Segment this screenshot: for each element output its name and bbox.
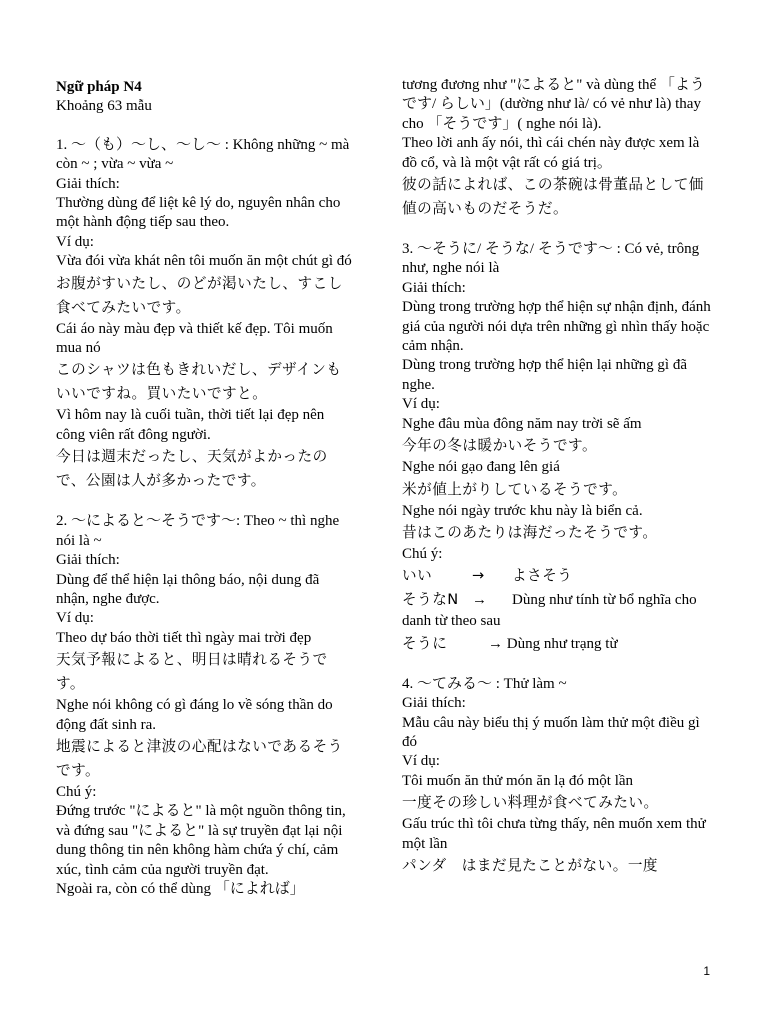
section-3-example-2-jp: 米が値上がりしているそうです。 bbox=[402, 480, 628, 498]
section-1-example-1-vi: Vừa đói vừa khát nên tôi muốn ăn một chút gì đó bbox=[56, 253, 352, 270]
section-1-example-3-vi: Vì hôm nay là cuối tuần, thời tiết lại đẹp nên công viên rất đông người. bbox=[56, 407, 325, 443]
note-1-result: よさそう bbox=[512, 567, 573, 585]
section-3-heading: 3. 〜そうに/ そうな/ そうです〜 : Có vẻ, trông như, nghe nói là bbox=[402, 241, 700, 277]
spacer bbox=[56, 117, 354, 136]
section-1-example-2-vi: Cái áo này màu đẹp và thiết kế đẹp. Tôi muốn mua nó bbox=[56, 320, 333, 357]
arrow-icon: → bbox=[472, 592, 487, 609]
section-2-note-label: Chú ý: bbox=[56, 783, 97, 800]
section-4-example-1-jp: 一度その珍しい料理が食べてみたい。 bbox=[402, 794, 659, 812]
section-3-note-3 bbox=[402, 632, 714, 656]
section-2-note-2: Ngoài ra, còn có thể dùng 「によれば」 bbox=[56, 880, 305, 897]
section-2-example-3-vi: Theo lời anh ấy nói, thì cái chén này được xem là đồ cổ, và là một vật rất có giá trị。 bbox=[402, 135, 700, 171]
section-3-explain-label: Giải thích: bbox=[402, 279, 466, 296]
section-3-example-3-vi: Nghe nói ngày trước khu này là biển cả. bbox=[402, 502, 643, 519]
section-1-example-1-jp: お腹がすいたし、のどが渇いたし、すこし食べてみたいです。 bbox=[56, 274, 343, 316]
section-2-example-1-vi: Theo dự báo thời tiết thì ngày mai trời đẹp bbox=[56, 629, 312, 646]
document-title: Ngữ pháp N4 bbox=[56, 79, 142, 95]
right-column bbox=[402, 76, 714, 878]
section-3-example-1-vi: Nghe đâu mùa đông năm nay trời sẽ ấm bbox=[402, 415, 642, 432]
section-4-example-2-vi: Gấu trúc thì tôi chưa từng thấy, nên muốn xem thử một lần bbox=[402, 816, 706, 852]
section-3-example-label: Ví dụ: bbox=[402, 396, 440, 413]
section-2-example-3-jp: 彼の話によれば、この茶碗は骨董品として価値の高いものだそうだ。 bbox=[402, 176, 704, 218]
left-column bbox=[56, 78, 354, 899]
section-4-example-label: Ví dụ: bbox=[402, 753, 440, 770]
section-2-example-label: Ví dụ: bbox=[56, 610, 94, 627]
note-2-term: そうなN bbox=[402, 591, 459, 609]
note-3-term: そうに bbox=[402, 634, 448, 652]
section-3-explain-2: Dùng trong trường hợp thể hiện lại những gì đã nghe. bbox=[402, 357, 687, 393]
section-3-example-1-jp: 今年の冬は暖かいそうです。 bbox=[402, 437, 598, 455]
section-4-example-1-vi: Tôi muốn ăn thử món ăn lạ đó một lần bbox=[402, 772, 634, 789]
section-4-explain: Mẫu câu này biểu thị ý muốn làm thử một điều gì đó bbox=[402, 714, 700, 750]
section-1-explain-label: Giải thích: bbox=[56, 175, 120, 192]
section-1-example-3-jp: 今日は週末だったし、天気がよかったので、公園は人が多かったです。 bbox=[56, 448, 328, 490]
section-2-explain-label: Giải thích: bbox=[56, 552, 120, 569]
section-4-example-2-jp: パンダ はまだ見たことがない。一度 bbox=[402, 856, 659, 874]
section-2-example-1-jp: 天気予報によると、明日は晴れるそうです。 bbox=[56, 651, 328, 693]
section-4-heading: 4. 〜てみる〜 : Thử làm ~ bbox=[402, 675, 567, 692]
note-1-term: いい bbox=[402, 567, 433, 585]
spacer bbox=[402, 221, 714, 240]
section-2-example-2-vi: Nghe nói không có gì đáng lo về sóng thần do động đất sinh ra. bbox=[56, 697, 333, 733]
section-3-note-label: Chú ý: bbox=[402, 545, 443, 562]
note-3-result: → Dùng như trạng từ bbox=[488, 635, 618, 652]
note-2-result: Dùng như tính từ bổ nghĩa cho danh từ theo sau bbox=[402, 592, 697, 630]
section-2-heading: 2. 〜によると〜そうです〜: Theo ~ thì nghe nói là ~ bbox=[56, 513, 340, 549]
section-1-example-label: Ví dụ: bbox=[56, 233, 94, 250]
section-3-explain-1: Dùng trong trường hợp thể hiện sự nhận định, đánh giá của người nói dựa trên những gì nhìn thấy hoặc cảm nhận. bbox=[402, 299, 711, 355]
section-1-example-2-jp: このシャツは色もきれいだし、デザインもいいですね。買いたいですと。 bbox=[56, 361, 342, 403]
section-3-example-2-vi: Nghe nói gạo đang lên giá bbox=[402, 459, 560, 476]
section-3-example-3-jp: 昔はこのあたりは海だったそうです。 bbox=[402, 523, 658, 541]
spacer bbox=[56, 493, 354, 512]
arrow-icon: → bbox=[472, 567, 485, 585]
section-3-note-2 bbox=[402, 588, 714, 631]
section-2-example-2-jp: 地震によると津波の心配はないであるそうです。 bbox=[56, 737, 343, 779]
section-2-continued: tương đương như "によると" và dùng thể 「ようです/ らしい」(dường như là/ có vẻ như là) thay cho 「そうです」( nghe nói là). bbox=[402, 77, 705, 132]
spacer bbox=[402, 656, 714, 675]
section-1-heading: 1. 〜（も）〜し、〜し〜 : Không những ~ mà còn ~ ; vừa ~ vừa ~ bbox=[56, 136, 350, 173]
section-4-explain-label: Giải thích: bbox=[402, 695, 466, 712]
section-2-explain: Dùng để thể hiện lại thông báo, nội dung đã nhận, nghe được. bbox=[56, 571, 320, 607]
section-1-explain: Thường dùng để liệt kê lý do, nguyên nhân cho một hành động tiếp sau theo. bbox=[56, 195, 341, 231]
document-subtitle: Khoảng 63 mẫu bbox=[56, 98, 152, 115]
section-3-note-1 bbox=[402, 564, 714, 588]
section-2-note-1: Đứng trước "によると" là một nguồn thông tin, và đứng sau "によると" là sự truyền đạt lại nội dung thông tin nên không hàm chứa ý chí, cảm xúc, tình cảm của người truyền đạt. bbox=[56, 803, 346, 878]
page-number: 1 bbox=[703, 964, 710, 978]
